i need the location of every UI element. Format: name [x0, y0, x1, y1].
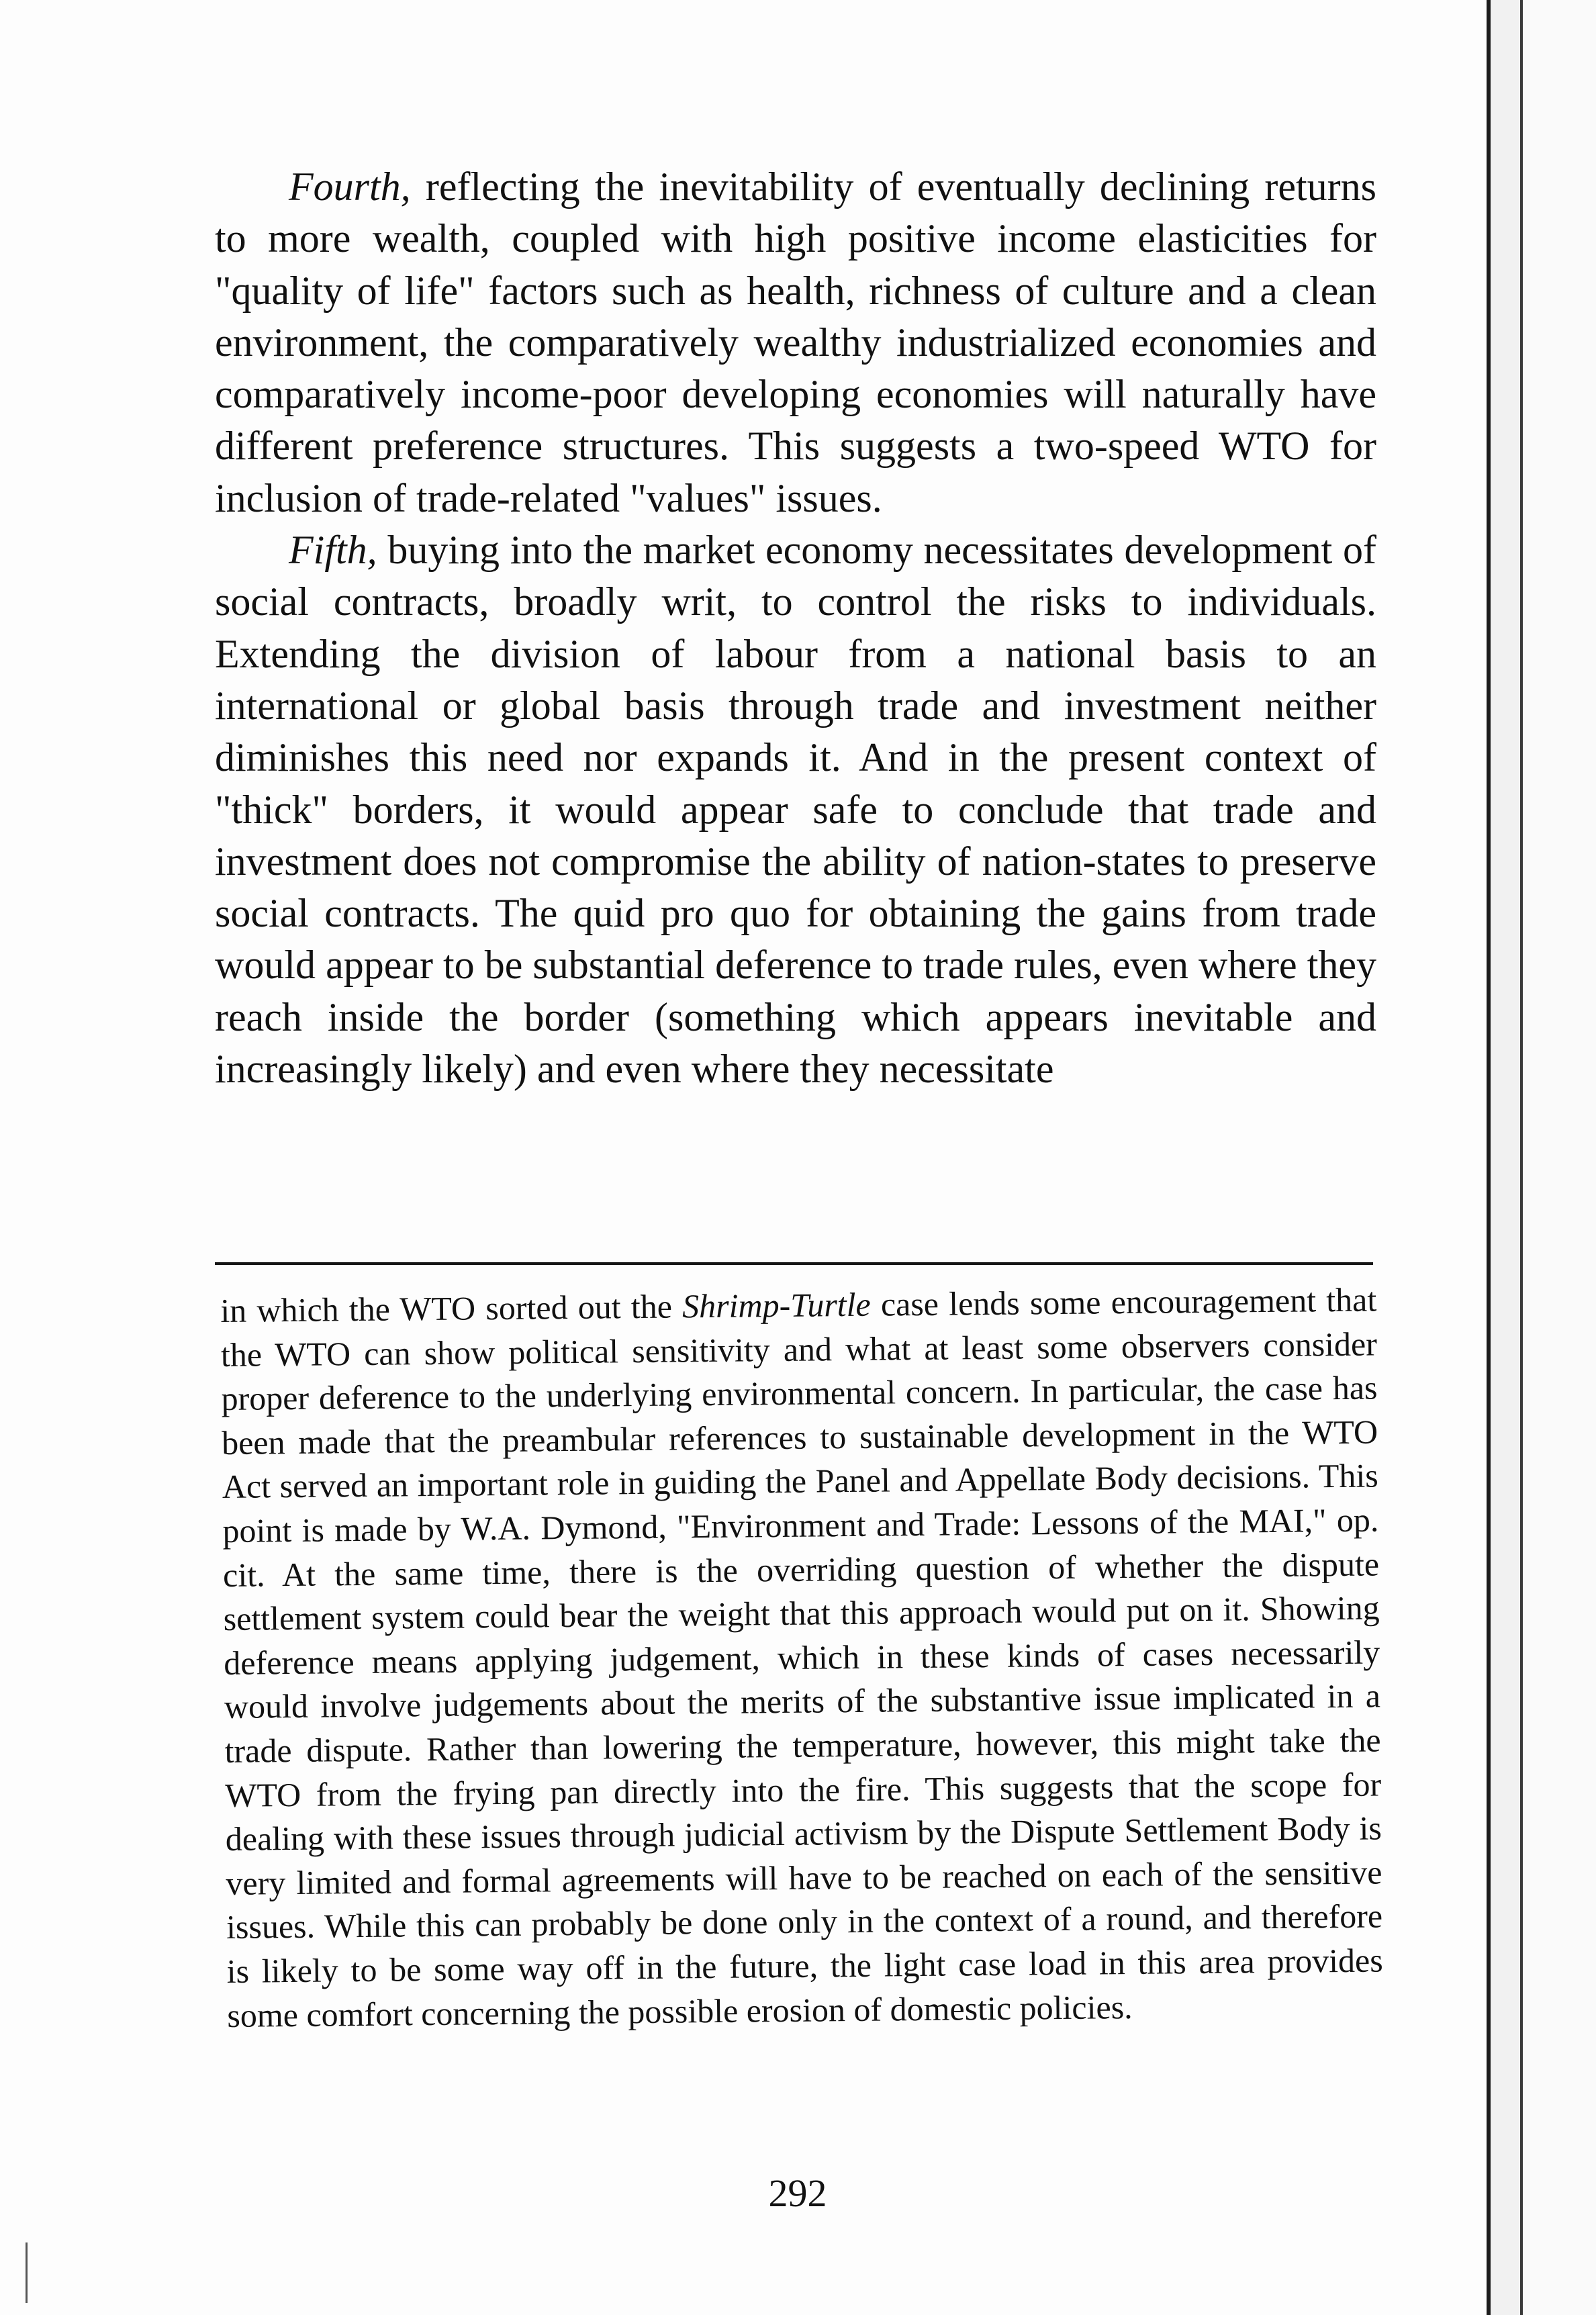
paragraph-lead: Fourth, [289, 164, 411, 209]
paragraph-body: buying into the market economy necessitates development of social contracts, broadly writ, to control the risks to individuals. Extending the division of labour from a national basis to an international or global basis through trade and investment neither diminishes this need nor expands it. And in the present context of "thick" borders, it would appear safe to conclude that trade and investment does not compromise the ability of nation-states to preserve social contracts. The quid pro quo for obtaining the gains from trade would appear to be substantial deference to trade rules, even where they reach inside the border (something which appears inevitable and increasingly likely) and even where they necessitate [215, 528, 1376, 1092]
page-number: 292 [768, 2171, 827, 2215]
footnote [220, 1278, 1384, 2038]
footnote-divider [215, 1262, 1373, 1265]
paragraph-body: reflecting the inevitability of eventually declining returns to more wealth, coupled with high positive income elasticities for "quality of life" factors such as health, richness of culture and a clean environment, the comparatively wealthy industrialized economies and comparatively income-poor developing economies will naturally have different preference structures. This suggests a two-speed WTO for inclusion of trade-related "values" issues. [215, 164, 1376, 520]
paragraph-fourth [215, 161, 1376, 524]
paragraph-lead: Fifth, [289, 528, 377, 573]
page-edge-line [1487, 0, 1491, 2315]
footnote-text [220, 1278, 1384, 2038]
scan-margin [1523, 0, 1596, 2315]
paragraph-fifth [215, 524, 1376, 1095]
binding-shadow [1491, 0, 1520, 2315]
scan-mark [26, 2242, 28, 2303]
main-text [215, 161, 1376, 1095]
footnote-text-rest: case lends some encouragement that the WTO can show political sensitivity and what at least some observers consider proper deference to the underlying environmental concern. In particular, the case has been made that the preambular references to sustainable development in the WTO Act served an important role in guiding the Panel and Appellate Body decisions. This point is made by W.A. Dymond, "Environment and Trade: Lessons of the MAI," op. cit. At the same time, there is the overriding question of whether the dispute settlement system could bear the weight that this approach would put on it. Showing deference means applying judgement, which in these kinds of cases necessarily would involve judgements about the merits of the substantive issue implicated in a trade dispute. Rather than lowering the temperature, however, this might take the WTO from the frying pan directly into the fire. This suggests that the scope for dealing with these issues through judicial activism by the Dispute Settlement Body is very limited and formal agreements will have to be reached on each of the sensitive issues. While this can probably be done only in the context of a round, and therefore is likely to be some way off in the future, the light case load in this area provides some comfort concerning the possible erosion of domestic policies. [220, 1280, 1383, 2034]
footnote-text-start: in which the WTO sorted out the [220, 1287, 683, 1329]
case-name: Shrimp-Turtle [682, 1285, 871, 1325]
